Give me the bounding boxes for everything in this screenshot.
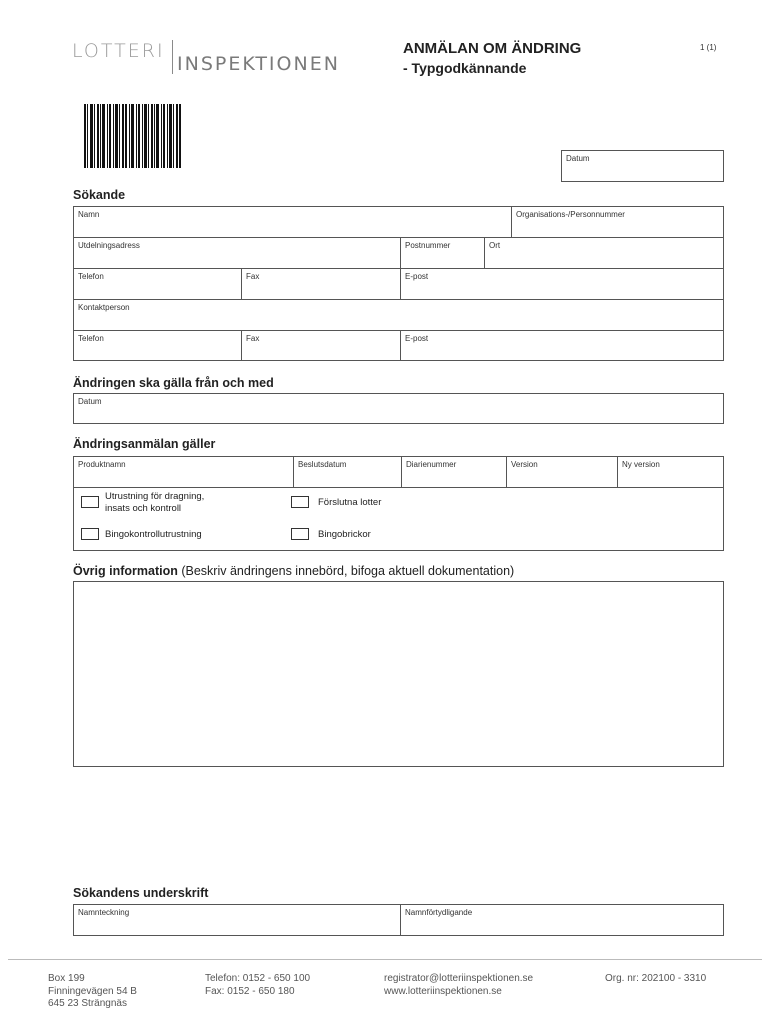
postal-code-label: Postnummer [405,241,451,250]
new-version-field[interactable] [618,457,723,488]
bingo-cards-checkbox[interactable] [291,528,309,540]
city-label: Ort [489,241,501,250]
version-label: Version [511,460,538,469]
bingo-control-checkbox[interactable] [81,528,99,540]
org-number-label: Organisations-/Personnummer [516,210,625,219]
signature-heading: Sökandens underskrift [73,886,209,900]
contact-fax-field[interactable] [242,331,401,360]
date-label: Datum [566,154,590,163]
document-subtitle: - Typgodkännande [403,60,527,76]
bingo-control-label: Bingokontrollutrustning [105,529,202,540]
logo-text-bottom: INSPEKTIONEN [177,53,340,75]
contact-fax-label: Fax [246,334,260,343]
barcode [84,104,181,168]
effective-date-label: Datum [78,397,102,406]
change-applies-heading: Ändringsanmälan gäller [73,437,216,451]
registry-number-field[interactable] [402,457,507,488]
equipment-label: Utrustning för dragning, insats och kontroll [105,491,205,514]
effective-date-heading: Ändringen ska gälla från och med [73,376,274,390]
address-label: Utdelningsadress [78,241,140,250]
product-name-label: Produktnamn [78,460,126,469]
footer-org-number: Org. nr: 202100 - 3310 [605,973,707,984]
logo-divider [172,40,173,74]
other-info-title: Övrig information [73,564,178,578]
document-title: ANMÄLAN OM ÄNDRING [403,40,582,57]
footer-website-link[interactable]: www.lotteriinspektionen.se [384,985,502,997]
page-number: 1 (1) [700,43,717,52]
postal-code-field[interactable] [401,238,485,269]
sealed-lotteries-checkbox[interactable] [291,496,309,508]
city-field[interactable] [485,238,723,269]
email-label: E-post [405,272,429,281]
phone-field[interactable] [74,269,242,300]
registry-number-label: Diarienummer [406,460,457,469]
footer-email-link[interactable]: registrator@lotteriinspektionen.se [384,973,534,984]
email-field[interactable] [401,269,723,300]
effective-date-field[interactable] [73,393,724,424]
contact-phone-field[interactable] [74,331,242,360]
signature-label: Namnteckning [78,908,130,917]
signature-field[interactable] [74,905,401,935]
signature-table [73,904,724,936]
equipment-checkbox[interactable] [81,496,99,508]
name-clarification-field[interactable] [401,905,723,935]
footer-contact [384,973,533,998]
org-number-field[interactable] [512,207,723,238]
applicant-table [73,206,724,361]
other-info-heading [73,564,514,578]
address-field[interactable] [74,238,401,269]
name-field[interactable] [74,207,512,238]
date-field[interactable] [561,150,724,182]
footer-phone-fax: Telefon: 0152 - 650 100 Fax: 0152 - 650 180 [205,973,311,997]
version-field[interactable] [507,457,618,488]
decision-date-label: Beslutsdatum [298,460,347,469]
logo-text-top: LOTTERI [72,40,165,62]
contact-email-label: E-post [405,334,429,343]
fax-field[interactable] [242,269,401,300]
footer-address: Box 199 Finningevägen 54 B 645 23 Strängnäs [48,973,137,1009]
change-applies-table [73,456,724,551]
bingo-cards-label: Bingobrickor [318,529,371,540]
new-version-label: Ny version [622,460,660,469]
name-label: Namn [78,210,100,219]
sealed-lotteries-label: Förslutna lotter [318,497,382,508]
decision-date-field[interactable] [294,457,402,488]
name-clarification-label: Namnförtydligande [405,908,473,917]
product-name-field[interactable] [74,457,294,488]
other-info-note: (Beskriv ändringens innebörd, bifoga aktuell dokumentation) [181,564,515,578]
contact-person-field[interactable] [74,300,723,331]
other-info-textarea[interactable] [73,581,724,767]
fax-label: Fax [246,272,260,281]
footer-divider [8,959,762,960]
contact-phone-label: Telefon [78,334,104,343]
applicant-heading: Sökande [73,188,126,202]
contact-email-field[interactable] [401,331,723,360]
contact-person-label: Kontaktperson [78,303,130,312]
phone-label: Telefon [78,272,104,281]
